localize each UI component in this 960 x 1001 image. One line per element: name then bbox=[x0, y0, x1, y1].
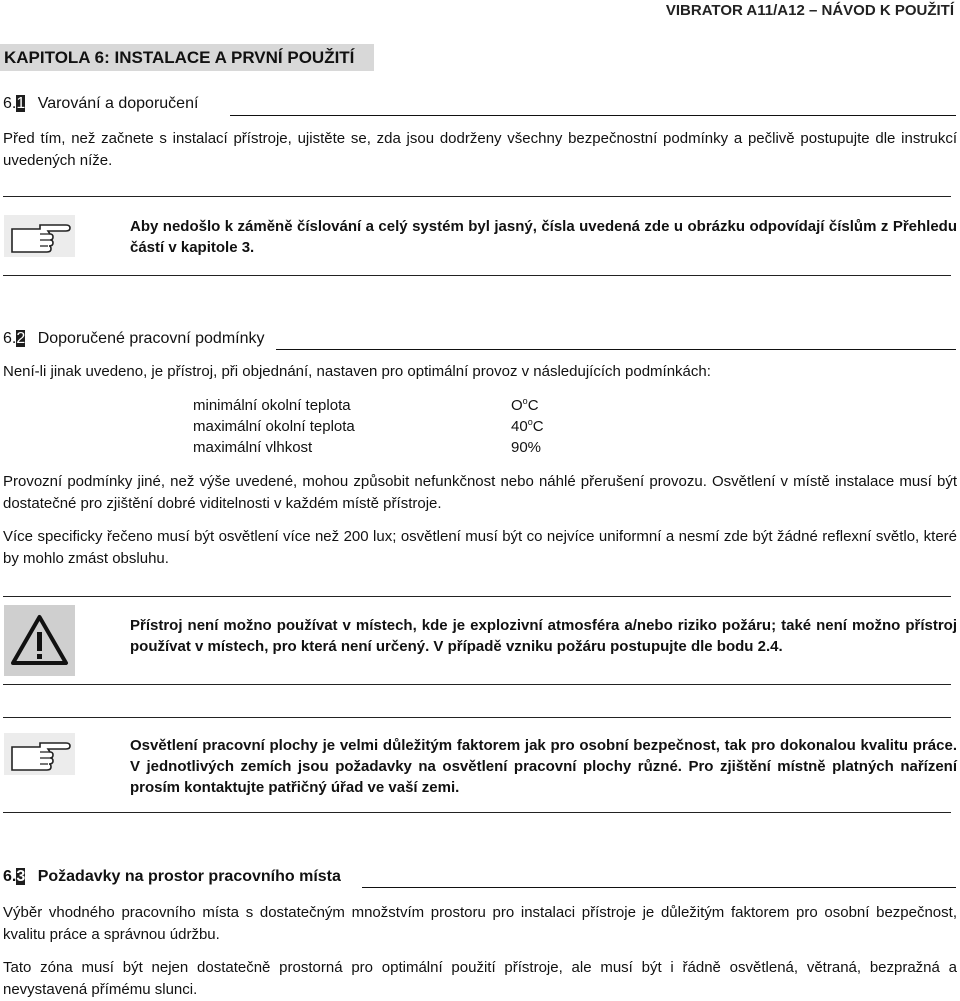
note-bottom-rule bbox=[3, 812, 951, 813]
section-underline bbox=[276, 349, 956, 350]
section-number-prefix: 6. bbox=[3, 95, 17, 112]
document-header-title: VIBRATOR A11/A12 – NÁVOD K POUŽITÍ bbox=[665, 2, 954, 19]
condition-value: $O^oC$ bbox=[511, 396, 539, 414]
note-top-rule bbox=[3, 717, 951, 718]
section-6-2-heading bbox=[3, 329, 265, 349]
warning-fire-text: Přístroj není možno používat v místech, kde je explozivní atmosféra a/nebo riziko požáru; také není možno přístroj používat v místech, pro která není určený. V případě vzniku požáru postupujte dle bodu 2.4. bbox=[130, 617, 957, 655]
note-bottom-rule bbox=[3, 275, 951, 276]
condition-label: maximální vlhkost bbox=[193, 439, 313, 456]
warning-top-rule bbox=[3, 596, 951, 597]
section-title: Doporučené pracovní podmínky bbox=[37, 330, 265, 347]
section-number bbox=[3, 330, 25, 347]
section-underline bbox=[230, 115, 956, 116]
chapter-title: KAPITOLA 6: INSTALACE A PRVNÍ POUŽITÍ bbox=[0, 44, 374, 71]
section-6-2-intro: Není-li jinak uvedeno, je přístroj, při objednání, nastaven pro optimální provoz v následujících podmínkách: bbox=[3, 363, 711, 380]
warning-triangle-icon bbox=[4, 605, 75, 676]
section-title: Varování a doporučení bbox=[37, 95, 199, 112]
note-lighting-text: Osvětlení pracovní plochy je velmi důležitým faktorem jak pro osobní bezpečnost, tak pro dokonalou kvalitu práce. V jednotlivých zemích jsou požadavky na osvětlení pracovní plochy různé. Pro zjištění místně platných nařízení prosím kontaktujte patřičný úřad ve vaší zemi. bbox=[130, 737, 957, 796]
section-number-highlight: 1 bbox=[16, 95, 26, 112]
section-number bbox=[3, 95, 25, 112]
condition-row-min-temp bbox=[193, 395, 593, 416]
condition-value: 90% bbox=[511, 439, 542, 456]
condition-row-max-humidity bbox=[193, 437, 593, 458]
note-top-rule bbox=[3, 196, 951, 197]
condition-value: 40$^o$C bbox=[511, 417, 544, 435]
section-6-1-heading bbox=[3, 94, 198, 114]
condition-row-max-temp bbox=[193, 416, 593, 437]
section-6-2-para-2: Více specificky řečeno musí být osvětlení více než 200 lux; osvětlení musí být co nejvíce uniformní a nesmí zde být žádné reflexní světlo, které by mohlo zmást obsluhu. bbox=[3, 528, 957, 567]
section-number-highlight: 3 bbox=[16, 868, 26, 885]
section-number bbox=[3, 868, 25, 885]
pointing-hand-icon bbox=[4, 215, 75, 257]
section-number-prefix: 6. bbox=[3, 330, 17, 347]
section-6-3-para-2: Tato zóna musí být nejen dostatečně prostorná pro optimální použití přístroje, ale musí být i řádně osvětlená, větraná, bezpražná a nevystavená přímému slunci. bbox=[3, 959, 957, 998]
section-6-3-heading bbox=[3, 867, 341, 887]
section-number-highlight: 2 bbox=[16, 330, 26, 347]
section-title: Požadavky na prostor pracovního místa bbox=[37, 868, 341, 885]
note-numbering-text: Aby nedošlo k záměně číslování a celý systém byl jasný, čísla uvedená zde u obrázku odpovídají číslům z Přehledu částí v kapitole 3. bbox=[130, 218, 957, 256]
section-6-1-intro: Před tím, než začnete s instalací přístroje, ujistěte se, zda jsou dodrženy všechny bezpečnostní podmínky a pečlivě postupujte dle instrukcí uvedených níže. bbox=[3, 130, 957, 169]
section-6-2-para-1: Provozní podmínky jiné, než výše uvedené, mohou způsobit nefunkčnost nebo náhlé přerušení provozu. Osvětlení v místě instalace musí být dostatečné pro zjištění dobré viditelnosti v každém místě přístroje. bbox=[3, 473, 957, 512]
condition-label: minimální okolní teplota bbox=[193, 397, 351, 414]
condition-label: maximální okolní teplota bbox=[193, 418, 355, 435]
pointing-hand-icon bbox=[4, 733, 75, 775]
section-underline bbox=[362, 887, 956, 888]
section-number-prefix: 6. bbox=[3, 868, 17, 885]
warning-bottom-rule bbox=[3, 684, 951, 685]
section-6-3-para-1: Výběr vhodného pracovního místa s dostatečným množstvím prostoru pro instalaci přístroje je důležitým faktorem pro osobní bezpečnost, kvalitu práce a správnou údržbu. bbox=[3, 904, 957, 943]
